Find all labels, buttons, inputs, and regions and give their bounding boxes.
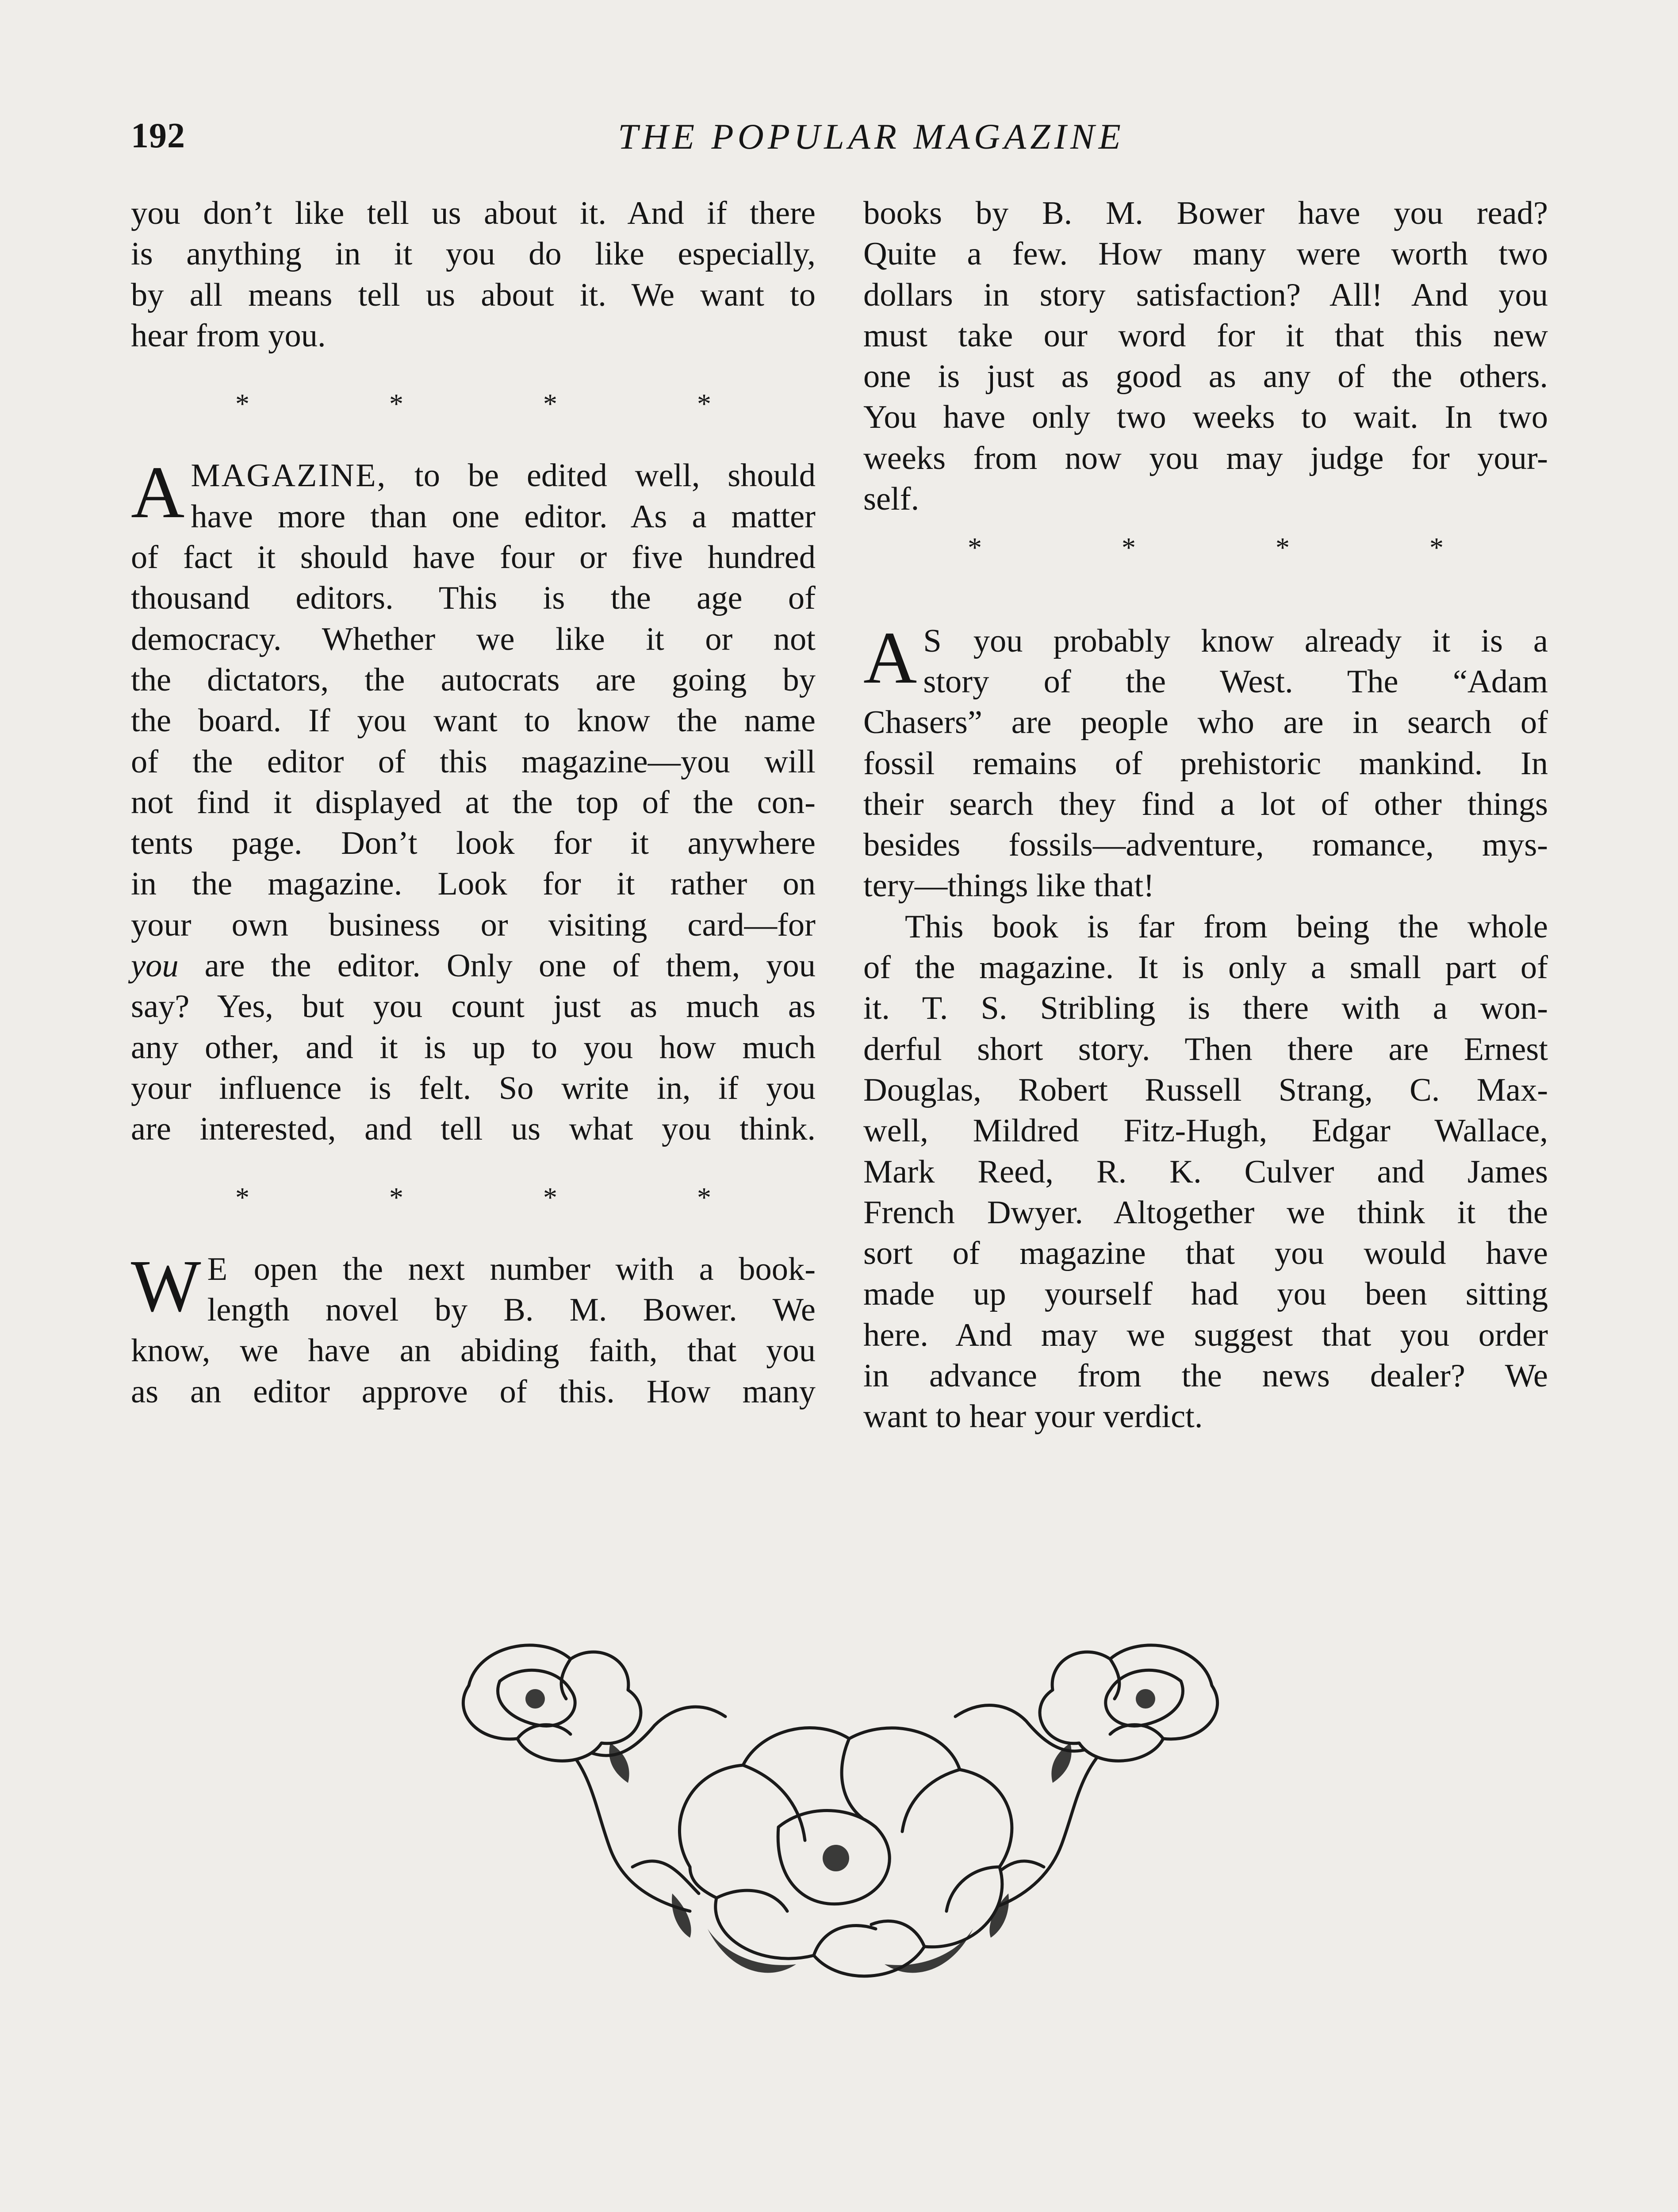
- section-separator: * * * *: [235, 388, 778, 420]
- section-separator: * * * *: [968, 532, 1510, 564]
- text-line: open the next number with a book-: [253, 1251, 816, 1287]
- intro-paragraph: [131, 193, 816, 356]
- text-line: want to hear your verdict.: [863, 1398, 1203, 1435]
- running-title: THE POPULAR MAGAZINE: [618, 116, 1125, 157]
- lead-word: MAGAZINE,: [191, 457, 387, 494]
- text-line: This book is far from being the whole: [905, 908, 1548, 945]
- text-line: self.: [863, 481, 919, 518]
- floral-tailpiece-icon: [425, 1619, 1256, 2017]
- text-line: You have only two weeks to wait. In two: [863, 399, 1548, 436]
- text-line: the dictators, the autocrats are going by: [131, 661, 816, 698]
- text-line: to be edited well, should: [414, 457, 816, 494]
- paragraph-next-number: [131, 1244, 816, 1412]
- text-line: in advance from the news dealer? We: [863, 1358, 1548, 1394]
- text-line: Mark Reed, R. K. Culver and James: [863, 1153, 1548, 1190]
- text-line: you don’t like tell us about it. And if there: [131, 195, 816, 231]
- left-column: [131, 193, 816, 1412]
- drop-cap: W: [131, 1244, 201, 1327]
- text-line: derful short story. Then there are Ernest: [863, 1031, 1548, 1068]
- text-line: is anything in it you do like especially,: [131, 236, 816, 273]
- text-line: as an editor approve of this. How many: [131, 1373, 816, 1410]
- lead-word: S: [923, 622, 943, 659]
- text-line: story of the West. The “Adam: [923, 663, 1548, 700]
- text-line: made up yourself had you been sitting: [863, 1276, 1548, 1313]
- text-line: books by B. M. Bower have you read?: [863, 195, 1548, 231]
- text-line: here. And may we suggest that you order: [863, 1317, 1548, 1353]
- paragraph-magazine-editors: [131, 451, 816, 1149]
- text-line: French Dwyer. Altogether we think it the: [863, 1194, 1548, 1231]
- drop-cap: A: [863, 616, 917, 699]
- text-line: their search they find a lot of other things: [863, 786, 1548, 822]
- text-line: tery—things like that!: [863, 868, 1154, 904]
- text-line: weeks from now you may judge for your-: [863, 440, 1548, 476]
- drop-cap: A: [131, 451, 185, 534]
- text-line: your own business or visiting card—for: [131, 906, 816, 943]
- text-line: Quite a few. How many were worth two: [863, 236, 1548, 273]
- text-line: besides fossils—adventure, romance, mys-: [863, 827, 1548, 864]
- text-line: not find it displayed at the top of the con-: [131, 784, 816, 821]
- text-line: sort of magazine that you would have: [863, 1235, 1548, 1272]
- text-line: thousand editors. This is the age of: [131, 580, 816, 617]
- page-number: 192: [131, 116, 185, 155]
- text-line: have more than one editor. As a matter: [191, 498, 816, 535]
- text-line: democracy. Whether we like it or not: [131, 621, 816, 657]
- text-line: the board. If you want to know the name: [131, 703, 816, 739]
- text-line: well, Mildred Fitz-Hugh, Edgar Wallace,: [863, 1113, 1548, 1149]
- text-line: you probably know already it is a: [973, 622, 1548, 659]
- text-line: tents page. Don’t look for it anywhere: [131, 825, 816, 862]
- text-line: hear from you.: [131, 317, 326, 354]
- text-line: fossil remains of prehistoric mankind. In: [863, 745, 1548, 782]
- text-line: know, we have an abiding faith, that you: [131, 1333, 816, 1369]
- text-line: are the editor. Only one of them, you: [204, 948, 816, 984]
- paragraph-adam-chasers: [863, 616, 1548, 906]
- text-line: length novel by B. M. Bower. We: [207, 1292, 816, 1329]
- text-line: by all means tell us about it. We want to: [131, 276, 816, 313]
- lead-word: E: [207, 1251, 229, 1287]
- text-line: any other, and it is up to you how much: [131, 1029, 816, 1066]
- text-line: dollars in story satisfaction? All! And you: [863, 276, 1548, 313]
- text-line: of the editor of this magazine—you will: [131, 743, 816, 780]
- text-line: are interested, and tell us what you think.: [131, 1111, 816, 1148]
- italic-word: you: [131, 948, 179, 984]
- text-line: say? Yes, but you count just as much as: [131, 988, 816, 1025]
- continued-paragraph: [863, 193, 1548, 519]
- text-line: must take our word for it that this new: [863, 317, 1548, 354]
- text-line: your influence is felt. So write in, if you: [131, 1070, 816, 1106]
- text-line: of the magazine. It is only a small part of: [863, 949, 1548, 986]
- right-column: [863, 193, 1548, 1437]
- paragraph-contributors: [863, 906, 1548, 1437]
- text-line: it. T. S. Stribling is there with a won-: [863, 990, 1548, 1027]
- section-separator: * * * *: [235, 1181, 778, 1213]
- text-line: in the magazine. Look for it rather on: [131, 866, 816, 902]
- text-line: Douglas, Robert Russell Strang, C. Max-: [863, 1071, 1548, 1108]
- text-line: of fact it should have four or five hundred: [131, 539, 816, 576]
- text-line: one is just as good as any of the others.: [863, 358, 1548, 395]
- text-line: Chasers” are people who are in search of: [863, 704, 1548, 741]
